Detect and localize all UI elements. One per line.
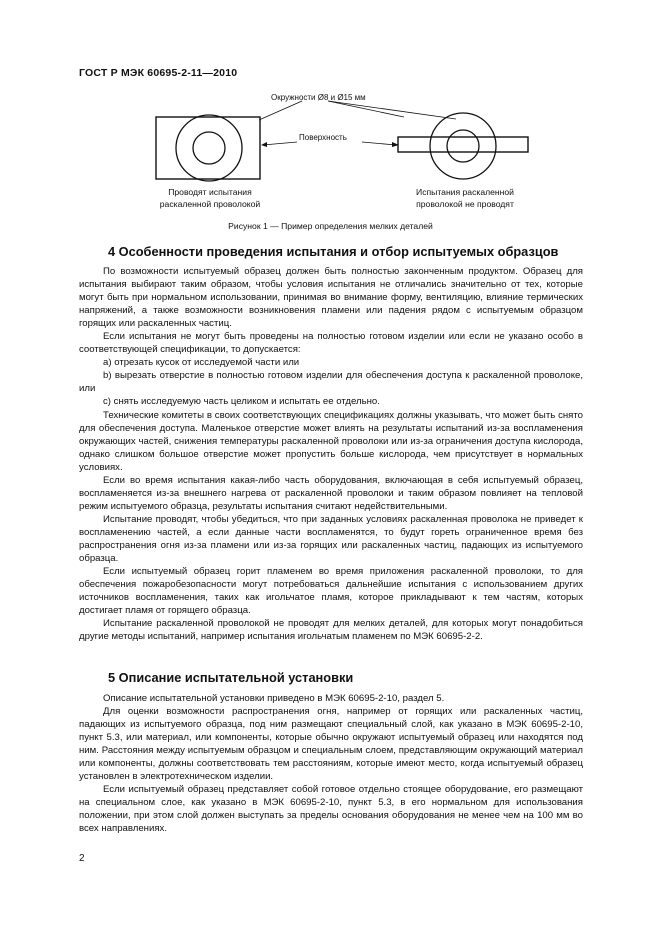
paragraph: Испытание проводят, чтобы убедиться, что при заданных условиях раскаленная проволока не приведет к воспламенению частей, а если данные части воспламенятся, то будут гореть ограниченное время без распространения огня из-за пламени или из-за горящих или раскаленных частиц, падающих из испытуемого образца. (79, 513, 583, 565)
arrow-line-right (362, 142, 396, 145)
paragraph: Описание испытательной установки приведено в МЭК 60695-2-10, раздел 5. (103, 693, 445, 704)
caption-line: раскаленной проволокой (159, 199, 261, 209)
section-5-heading: 5 Описание испытательной установки (108, 670, 354, 685)
figure-label-surface: Поверхность (299, 133, 347, 142)
paragraph: Если испытуемый образец представляет собой готовое отдельно стоящее оборудование, его размещают на специальном слое, как указано в МЭК 60695-2-10, пункт 5.3, в его нормальном для использования положении, при этом слой должен выступать за пределы основания оборудования не менее чем на 100 мм во всех направлениях. (79, 784, 583, 835)
leader-line (328, 101, 456, 119)
caption-line: Испытания раскаленной (416, 187, 514, 197)
section-4-heading: 4 Особенности проведения испытания и отбор испытуемых образцов (108, 244, 559, 259)
caption-line: Проводят испытания (168, 187, 252, 197)
inner-circle-8mm (447, 130, 479, 162)
section-4-body (79, 265, 583, 643)
specimen-surface-rect (156, 117, 260, 179)
arrow-line-left (263, 142, 297, 145)
document-header: ГОСТ Р МЭК 60695-2-11—2010 (79, 67, 238, 79)
paragraph: Испытание раскаленной проволокой не проводят для мелких деталей, для которых могут понадобиться другие методы испытаний, например испытания игольчатым пламенем по МЭК 60695-2-2. (79, 618, 583, 643)
page-number: 2 (79, 853, 85, 864)
arrow-head-left (261, 142, 267, 147)
narrow-specimen-strip (398, 137, 528, 152)
caption-line: проволокой не проводят (416, 199, 514, 209)
paragraph: Для оценки возможности распространения огня, например от горящих или раскаленных частиц, падающих из испытуемого образца, под ним размещают специальный слой, как указано в МЭК 60695-2-10, пункт 5.3, или материал, или компоненты, которые обычно окружают испытуемый образец или находятся под ним. Расстояния между испытуемым образцом и специальным слоем, представляющим окружающий материал или компоненты, должны соответствовать тем расстояниям, которые имеют место, когда испытуемый образец установлен в электротехническом изделии. (79, 706, 583, 783)
paragraph: Если испытуемый образец горит пламенем во время приложения раскаленной проволоки, то для обеспечения пожаробезопасности могут потребоваться дальнейшие испытания с использованием других источников воспламенения, таких как игольчатое пламя, которое прикладывают к тем частям, которых достигает пламя от горящего образца. (79, 566, 583, 617)
right-figure-caption (385, 186, 545, 210)
list-item: b) вырезать отверстие в полностью готовом изделии для обеспечения доступа к раскаленной проволоке, или (79, 370, 583, 395)
outer-circle-15mm (176, 115, 242, 181)
paragraph: По возможности испытуемый образец должен быть полностью законченным продуктом. Образец для испытания выбирают таким образом, чтобы условия испытания не отличались значительно от тех, которые могут быть при нормальном использовании, принимая во внимание форму, вентиляцию, влияние термических напряжений, а также возможности возникновения пламени или падения рядом с испытуемым образцом горящих или раскаленных частиц. (79, 266, 583, 330)
section-5-body (79, 692, 583, 836)
paragraph: Если испытания не могут быть проведены на полностью готовом изделии или если не указано особо в соответствующей спецификации, то допускается: (79, 331, 583, 356)
left-figure-caption (130, 186, 290, 210)
inner-circle-8mm (193, 132, 225, 164)
leader-line (328, 101, 404, 117)
list-item: с) снять исследуемую часть целиком и испытать ее отдельно. (103, 396, 380, 408)
leader-line (259, 101, 302, 120)
figure-caption: Рисунок 1 — Пример определения мелких деталей (228, 221, 433, 231)
figure-1-diagram (0, 0, 661, 220)
paragraph: Технические комитеты в своих соответствующих спецификациях должны указывать, что может быть снято для обеспечения доступа. Маленькое отверстие может влиять на результаты испытаний из-за воспламенения окружающих частей, снижения температуры раскаленной проволоки или из-за ограничения доступа кислорода, однако слишком большое отверстие может пропустить больше кислорода, чем присутствует в нормальных условиях. (79, 409, 583, 473)
outer-circle-15mm (430, 113, 496, 179)
paragraph: Если во время испытания какая-либо часть оборудования, включающая в себя испытуемый образец, воспламеняется из-за внешнего нагрева от раскаленной проволоки и таким образом повлияет на тепловой режим испытуемого образца, результаты испытания считают недействительными. (79, 474, 583, 512)
figure-label-circles: Окружности Ø8 и Ø15 мм (271, 93, 366, 102)
list-item: а) отрезать кусок от исследуемой части или (103, 357, 300, 369)
